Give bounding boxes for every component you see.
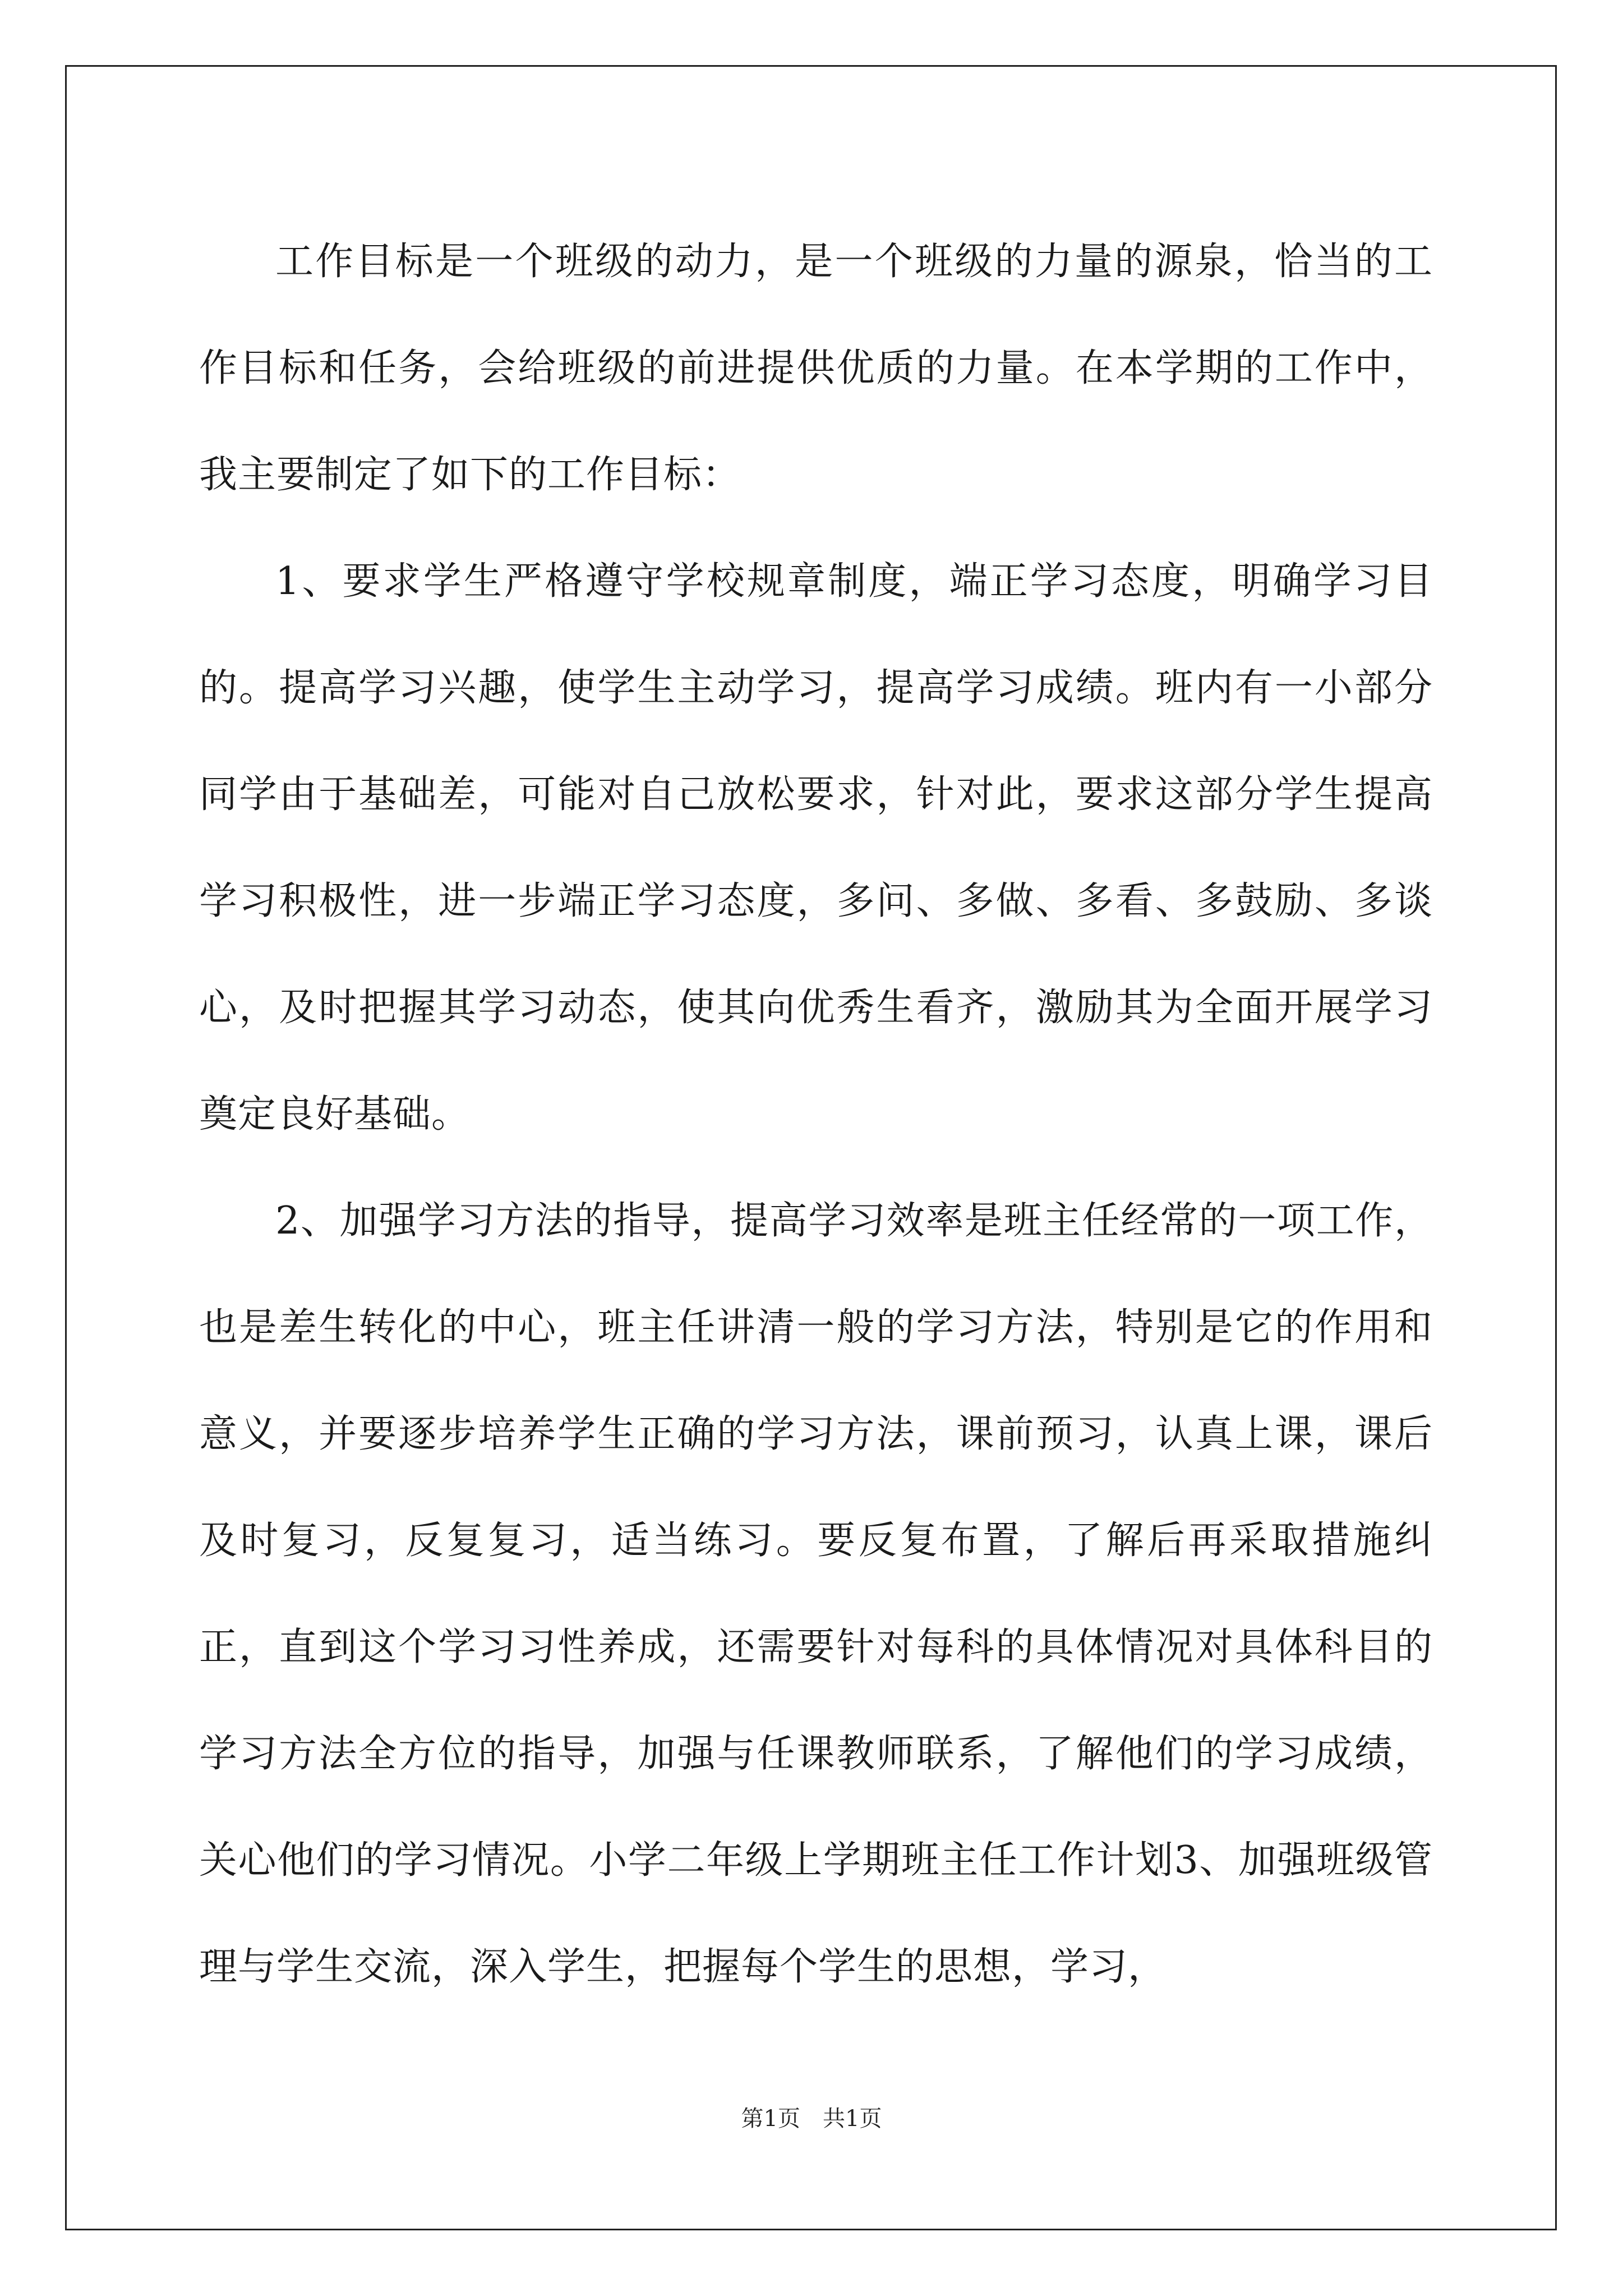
document-body — [199, 209, 1433, 2021]
paragraph-goal-1: 1、要求学生严格遵守学校规章制度，端正学习态度，明确学习目的。提高学习兴趣，使学生主动学习，提高学习成绩。班内有一小部分同学由于基础差，可能对自己放松要求，针对此，要求这部分学生提高学习积极性，进一步端正学习态度，多问、多做、多看、多鼓励、多谈心，及时把握其学习动态，使其向优秀生看齐，激励其为全面开展学习奠定良好基础。 — [199, 559, 1433, 1137]
page-number-footer: 第1页 共1页 — [741, 2106, 882, 2132]
paragraph-intro: 工作目标是一个班级的动力，是一个班级的力量的源泉，恰当的工作目标和任务，会给班级的前进提供优质的力量。在本学期的工作中，我主要制定了如下的工作目标： — [199, 240, 1433, 497]
paragraph-goal-2: 2、加强学习方法的指导，提高学习效率是班主任经常的一项工作，也是差生转化的中心，班主任讲清一般的学习方法，特别是它的作用和意义，并要逐步培养学生正确的学习方法，课前预习，认真上课，课后及时复习，反复复习，适当练习。要反复布置，了解后再采取措施纠正，直到这个学习习性养成，还需要针对每科的具体情况对具体科目的学习方法全方位的指导，加强与任课教师联系，了解他们的学习成绩，关心他们的学习情况。小学二年级上学期班主任工作计划3、加强班级管理与学生交流，深入学生，把握每个学生的思想，学习， — [199, 1199, 1433, 1989]
